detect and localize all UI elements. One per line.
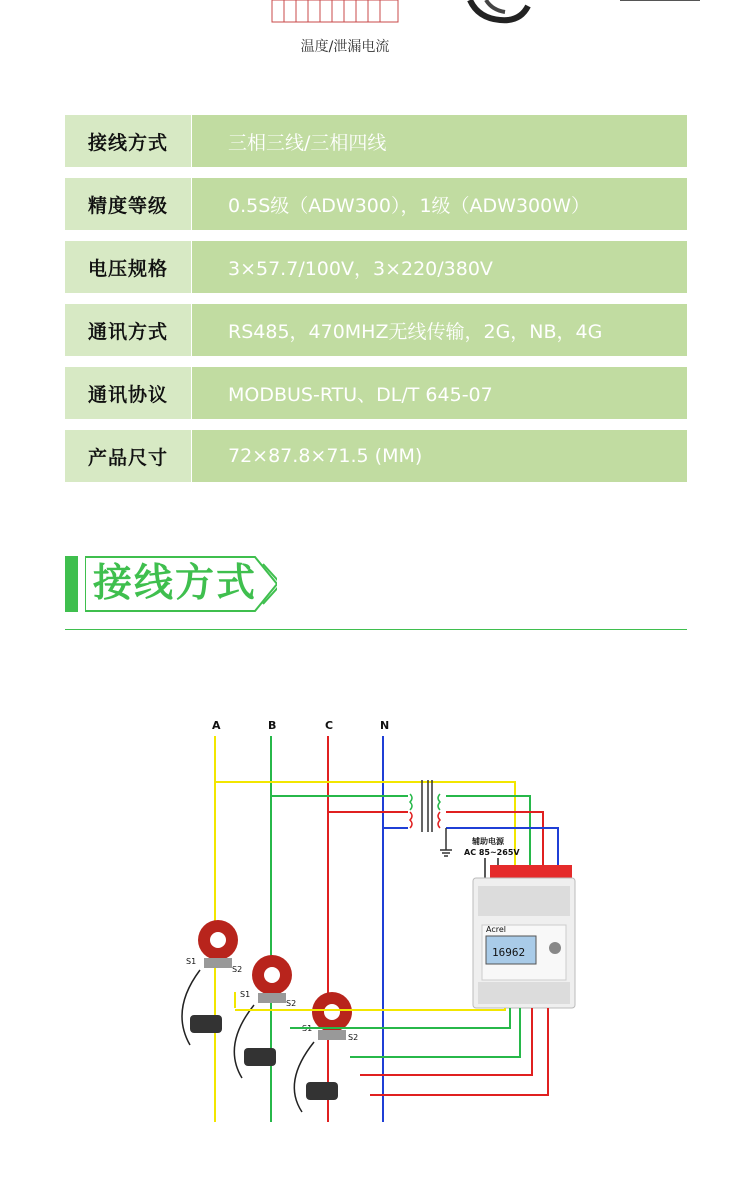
ct-a-s1: S1 [186, 957, 197, 966]
spec-value: 3×57.7/100V，3×220/380V [191, 241, 687, 293]
meter-reading: 16962 [492, 946, 526, 959]
meter-knob [549, 942, 561, 954]
ct-a-s2: S2 [232, 965, 243, 974]
meter-brand: Acrel [486, 925, 506, 934]
section-title: 接线方式 [93, 561, 258, 606]
spec-row-wiring [65, 115, 687, 167]
spec-row-communication [65, 304, 687, 356]
spec-label: 通讯方式 [65, 304, 191, 356]
top-product-images [0, 0, 750, 34]
section-header [65, 553, 687, 631]
spec-row-accuracy [65, 178, 687, 230]
voltage-taps [215, 782, 558, 878]
spec-row-protocol [65, 367, 687, 419]
meter-bottom-ports [478, 982, 570, 1004]
spec-value: 三相三线/三相四线 [191, 115, 687, 167]
spec-label: 通讯协议 [65, 367, 191, 419]
phase-label-c: C [325, 719, 334, 732]
spec-value: RS485，470MHZ无线传输，2G，NB，4G [191, 304, 687, 356]
spec-value: 0.5S级（ADW300），1级（ADW300W） [191, 178, 687, 230]
aux-power-title: 辅助电源 [472, 837, 504, 846]
current-transformer-b [234, 955, 292, 1078]
spec-row-dimensions [65, 430, 687, 482]
cable-image [470, 0, 700, 20]
ct-b-s1: S1 [240, 990, 251, 999]
aux-power-range: AC 85~265V [464, 848, 520, 857]
energy-meter [473, 865, 575, 1008]
spec-label: 电压规格 [65, 241, 191, 293]
spec-value: MODBUS-RTU、DL/T 645-07 [191, 367, 687, 419]
sensor-grid-image [272, 0, 398, 22]
spec-label: 产品尺寸 [65, 430, 191, 482]
spec-label: 精度等级 [65, 178, 191, 230]
phase-label-n: N [380, 719, 390, 732]
meter-terminal-block-top [490, 865, 572, 878]
top-image-strip [0, 0, 750, 70]
top-image-caption: 温度/泄漏电流 [300, 39, 390, 55]
ct-c-s2: S2 [348, 1033, 359, 1042]
phase-label-b: B [268, 719, 277, 732]
spec-row-voltage [65, 241, 687, 293]
ct-c-s1: S1 [302, 1024, 313, 1033]
spec-label: 接线方式 [65, 115, 191, 167]
wiring-diagram [160, 710, 590, 1130]
phase-label-a: A [212, 719, 221, 732]
section-accent-bar [65, 556, 78, 612]
spec-value: 72×87.8×71.5 (MM) [191, 430, 687, 482]
ct-b-s2: S2 [286, 999, 297, 1008]
section-divider [65, 629, 687, 630]
voltage-transformer [410, 780, 452, 856]
spec-table [65, 115, 687, 493]
current-transformer-a [182, 920, 238, 1045]
meter-top-ports [478, 886, 570, 916]
